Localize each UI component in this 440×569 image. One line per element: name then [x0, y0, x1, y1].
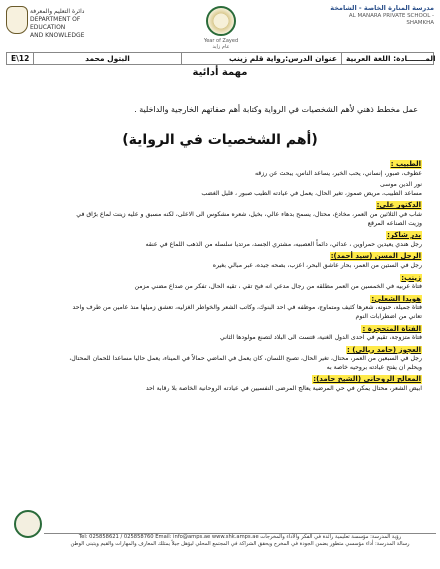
dept-line-ar: دائرة التعليم والمعرفة — [30, 8, 85, 15]
character-name: الفتاة المتحجرة : — [362, 324, 421, 333]
character-name: زينب: — [401, 273, 421, 282]
character-section — [50, 231, 422, 249]
character-name: الطبيب : — [390, 160, 421, 168]
character-description: عطوف، صبور، إنساني، يحب الخير، يساعد الناس، يبحث عن رزقه — [254, 169, 422, 177]
character-description: مساعد الطبيب، مريض صموز، تغير الحال، يعمل في عيادته الطيب صبور ، قليل الغضب — [201, 189, 422, 197]
character-description: رجل هندي يعيدين حمراوين ، عدائي، دائماً العصبيه، مشتري الجسد، مرتديا سلسله من الذهب اللماع في عنقه — [145, 240, 422, 248]
section-heading: (أهم الشخصيات في الرواية) — [122, 132, 318, 148]
character-description: شاب في الثلاثين من العمر، مخادع، محتال، يسمح بدهاء عالي، بخيل، شعره مشكوس الى الاعلى، لكنه مسبق و عليه زينت لماع برّاق في — [76, 210, 422, 218]
education-department-logo — [6, 4, 98, 48]
school-stamp-icon — [14, 510, 42, 538]
education-department-text — [30, 8, 98, 40]
character-name: المعالج الروحاني (الشيخ حامد): — [313, 375, 421, 384]
school-name-en: AL MANARA PRIVATE SCHOOL - SHAMKHA — [348, 13, 434, 26]
year-of-zayed-logo — [156, 6, 306, 48]
class-cell: E\12 — [11, 54, 30, 63]
header — [6, 4, 434, 50]
year-of-zayed-caption — [184, 38, 258, 50]
school-name-ar: مدرسة المنارة الخاصة - الشامخة — [330, 4, 434, 12]
footer-mission: رسالة المدرسة: أداء مؤسسي متطور يضمن الجودة في المخرج ويحقق الشراكة في المجتمع المحلي ليؤهل جيلاً يمتلك المعارف والمهارات والقيم ويتبنى الوطن — [70, 541, 410, 547]
caption-en: Year of Zayed — [203, 38, 239, 44]
character-description: ويحلم ان يفتح عيادته بروحيه خاصة به — [326, 363, 422, 371]
character-name: بدر شاكر: — [387, 231, 421, 240]
character-description: فتاة جميلة، حنونه، شعرها كثيف ومتماوج، موظفه في احد البنوك، وكاتب الشعر والخواطر الغزليه، تعشق زميلها منذ عامين من طرف واحد — [72, 304, 422, 312]
instruction-text: عمل مخطط ذهني لأهم الشخصيات في الرواية وكتابة أهم صفاتهم الخارجية والداخلية . — [134, 105, 418, 114]
character-name: الدكتور علي: — [376, 201, 421, 210]
dept-line-en2: AND KNOWLEDGE — [30, 32, 85, 39]
character-description: فتاة عربيه في الخمسين من العمر مطلقه من رجال مدعي انه فبح تقي ، تقيه الحال، تفكر من صداع مضني مزمن — [134, 283, 422, 291]
characters-list — [50, 160, 422, 397]
student-cell: البتول محمد — [33, 53, 181, 64]
character-section — [50, 252, 422, 270]
character-name: العجوز (حامد ربالي) : — [347, 345, 421, 354]
character-section — [50, 201, 422, 228]
character-description: رجل في الستين من العمر، بحار عاشق البحر، اعزب، بصحه جيده، عبر مبالي بغيره — [212, 261, 422, 269]
seal-icon — [206, 6, 236, 36]
emblem-icon — [6, 6, 28, 34]
info-row — [6, 52, 434, 65]
character-description: وزيت الصناعه المرقع — [367, 219, 422, 227]
character-section — [50, 181, 422, 198]
character-description: فتاة متزوجة، تقيم في احدى الدول الغنية، قتست الى البلاد لتصنع مولودها الثاني — [220, 334, 422, 342]
caption-ar: عام زايد — [212, 44, 230, 50]
dept-line-en1: DEPARTMENT OF EDUCATION — [30, 16, 81, 31]
character-name: هويدا الشعلي: — [371, 294, 421, 303]
school-logo — [324, 4, 434, 48]
subject-cell: المـــــــادة: اللغة العربية — [341, 53, 433, 64]
character-section — [50, 375, 422, 393]
character-description: نور الدين موسى — [380, 181, 422, 189]
character-description: ابيض الشعر، محتال يمكن في حي المرضية يعالج المرضى النفسيين في عيادته الروحانية الخاصة بلا رقابة احد — [145, 385, 422, 393]
character-section — [50, 325, 422, 343]
character-description: تعاني من اضطرابات النوم — [355, 312, 422, 320]
character-section — [50, 274, 422, 292]
character-section — [50, 160, 422, 178]
page-title: مهمة أدائية — [192, 67, 248, 78]
character-description: رجل في السبعين من العمر، محتال، تغير الحال، تصبح اللسان، كان يعمل في الماضي حمالاً في الميناء، يعمل حاليا مساعدا للحمان المحتال، — [69, 355, 422, 363]
footer-contact: رؤية المدرسة: مؤسسة تعليمية رائدة في الفكر والأداء والمخرجات Tel: 025858621 / 025858760 Email: info@amps.ae www.shk.amps.ae — [78, 534, 402, 540]
character-name: الرجل المسن (سيد أحمد): — [330, 252, 421, 261]
character-section — [50, 346, 422, 373]
character-section — [50, 295, 422, 322]
lesson-cell: عنوان الدرس:رواية قلم زينب — [181, 53, 341, 64]
footer — [44, 533, 436, 548]
